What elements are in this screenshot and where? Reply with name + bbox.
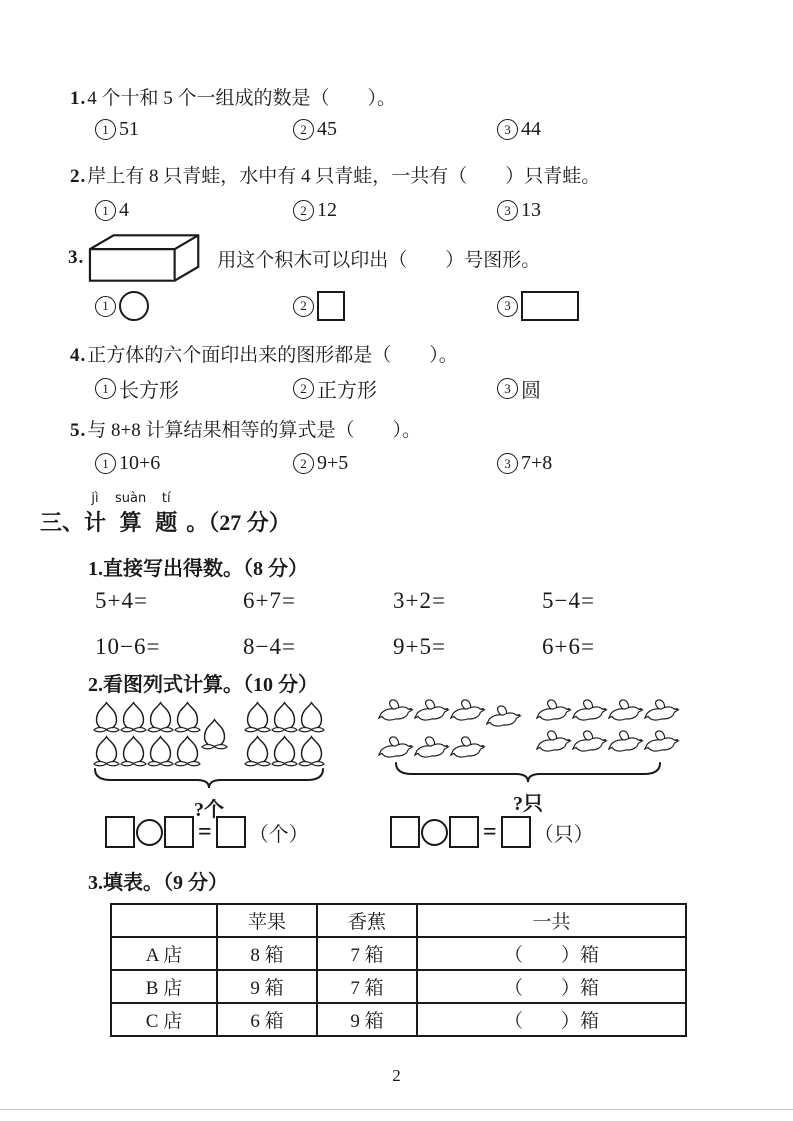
table-header-cell: 苹果 bbox=[217, 904, 317, 937]
underbrace bbox=[93, 768, 325, 788]
cuboid-block-icon bbox=[87, 232, 215, 284]
question-4-text: 正方体的六个面印出来的图形都是（ ）。 bbox=[87, 345, 458, 366]
unit-label: （只） bbox=[533, 823, 594, 846]
dove-icon bbox=[608, 698, 644, 725]
question-1 bbox=[70, 83, 396, 110]
dove-icon bbox=[378, 698, 414, 725]
table-header-row bbox=[111, 904, 686, 937]
table-cell-total: （ ）箱 bbox=[417, 937, 686, 970]
dove-icon bbox=[414, 735, 450, 762]
option-text: 长方形 bbox=[119, 380, 179, 402]
question-4-options bbox=[95, 374, 541, 403]
option-text: 7+8 bbox=[521, 452, 553, 474]
expression: 8−4= bbox=[243, 634, 296, 659]
dove-icon bbox=[572, 729, 608, 756]
peach-icon bbox=[271, 734, 298, 768]
question-5-number: 5. bbox=[70, 420, 87, 441]
subquestion-3-title: 3.填表。（9 分） bbox=[88, 872, 228, 894]
option bbox=[95, 118, 293, 141]
question-4-number: 4. bbox=[70, 345, 87, 366]
peach-icon bbox=[244, 700, 271, 734]
circled-number-icon: 3 bbox=[497, 119, 518, 140]
answer-box bbox=[216, 816, 246, 848]
answer-box bbox=[164, 816, 194, 848]
option-text: 13 bbox=[521, 199, 541, 221]
dove-icon bbox=[644, 698, 680, 725]
dove-icon bbox=[450, 735, 486, 762]
peach-icon bbox=[201, 717, 228, 751]
option-text: 44 bbox=[521, 118, 541, 140]
option-text: 正方形 bbox=[317, 380, 377, 402]
option-text: 9+5 bbox=[317, 452, 349, 474]
question-3-text: 用这个积木可以印出（ ）号图形。 bbox=[217, 249, 541, 271]
option bbox=[293, 374, 497, 403]
table-row bbox=[111, 970, 686, 1003]
option bbox=[293, 452, 497, 475]
question-1-text: 4 个十和 5 个一组成的数是（ ）。 bbox=[87, 88, 397, 109]
option bbox=[497, 199, 541, 222]
table-cell-total: （ ）箱 bbox=[417, 1003, 686, 1036]
expression-grid bbox=[95, 588, 595, 660]
peach-icon bbox=[271, 700, 298, 734]
table-cell-bananas: 7 箱 bbox=[317, 937, 417, 970]
option-text: 45 bbox=[317, 118, 337, 140]
question-1-options bbox=[95, 118, 541, 141]
option-text: 4 bbox=[119, 199, 129, 221]
question-2-text: 岸上有 8 只青蛙，水中有 4 只青蛙，一共有（ ）只青蛙。 bbox=[87, 166, 601, 187]
question-4 bbox=[70, 340, 458, 367]
equation-template-right bbox=[390, 816, 594, 848]
question-count-label: ?只 bbox=[513, 793, 543, 815]
expression: 6+6= bbox=[542, 634, 595, 659]
peach-rows bbox=[93, 700, 343, 768]
option bbox=[497, 291, 579, 321]
square-shape bbox=[317, 291, 345, 321]
peach-icon bbox=[298, 734, 325, 768]
circled-number-icon: 1 bbox=[95, 296, 116, 317]
circled-number-icon: 1 bbox=[95, 119, 116, 140]
peach-icon bbox=[174, 734, 201, 768]
section-suffix: 。（27 分） bbox=[186, 510, 291, 535]
table-cell-store: B 店 bbox=[111, 970, 217, 1003]
answer-box bbox=[105, 816, 135, 848]
expression: 9+5= bbox=[393, 634, 446, 659]
dove-icon bbox=[486, 704, 522, 731]
circled-number-icon: 1 bbox=[95, 453, 116, 474]
peach-icon bbox=[120, 734, 147, 768]
expression: 6+7= bbox=[243, 588, 296, 613]
table-cell-bananas: 7 箱 bbox=[317, 970, 417, 1003]
dove-icon bbox=[536, 698, 572, 725]
peach-cluster-right bbox=[244, 700, 325, 768]
section-prefix: 三、 bbox=[40, 510, 85, 535]
peach-icon bbox=[93, 700, 120, 734]
dove-picture-group bbox=[378, 698, 678, 816]
peach-icon bbox=[174, 700, 201, 734]
option-text: 51 bbox=[119, 118, 139, 140]
circled-number-icon: 1 bbox=[95, 200, 116, 221]
subquestion-2-title: 2.看图列式计算。（10 分） bbox=[88, 674, 318, 696]
pinyin-label: suàn bbox=[115, 491, 147, 506]
question-2 bbox=[70, 161, 600, 188]
table-row bbox=[111, 937, 686, 970]
expression: 5−4= bbox=[542, 588, 595, 613]
operator-circle bbox=[421, 819, 448, 846]
question-3-options bbox=[95, 291, 579, 321]
option bbox=[293, 291, 497, 321]
option bbox=[95, 374, 293, 403]
option bbox=[497, 374, 541, 403]
question-count-label: ?个 bbox=[194, 799, 224, 821]
question-3-number: 3. bbox=[68, 247, 85, 268]
circled-number-icon: 3 bbox=[497, 378, 518, 399]
dove-cluster-right bbox=[536, 698, 680, 756]
question-5 bbox=[70, 415, 421, 442]
equals-sign: = bbox=[483, 818, 497, 845]
question-2-options bbox=[95, 199, 541, 222]
peach-icon bbox=[120, 700, 147, 734]
answer-box bbox=[390, 816, 420, 848]
equals-sign: = bbox=[198, 818, 212, 845]
section-char: 计 bbox=[84, 510, 107, 535]
question-1-number: 1. bbox=[70, 88, 87, 109]
option bbox=[95, 291, 293, 321]
unit-label: （个） bbox=[248, 823, 309, 846]
table-row bbox=[111, 1003, 686, 1036]
table-cell-store: C 店 bbox=[111, 1003, 217, 1036]
dove-icon bbox=[378, 735, 414, 762]
expression: 3+2= bbox=[393, 588, 446, 613]
peach-picture-group bbox=[93, 700, 343, 822]
underbrace bbox=[394, 762, 662, 782]
peach-cluster-left bbox=[93, 700, 201, 768]
peach-icon bbox=[147, 734, 174, 768]
circled-number-icon: 2 bbox=[293, 453, 314, 474]
option bbox=[497, 452, 552, 475]
option bbox=[95, 199, 293, 222]
peach-icon bbox=[244, 734, 271, 768]
fill-table bbox=[110, 903, 687, 1037]
option-text: 圆 bbox=[521, 380, 541, 402]
section-word bbox=[84, 492, 106, 537]
pinyin-label: tí bbox=[161, 491, 171, 506]
equation-template-left bbox=[105, 816, 309, 848]
subquestion-1-title: 1.直接写出得数。（8 分） bbox=[88, 558, 308, 580]
answer-box bbox=[501, 816, 531, 848]
option bbox=[293, 199, 497, 222]
table-header-cell: 一共 bbox=[417, 904, 686, 937]
dove-rows bbox=[378, 698, 678, 762]
table-cell-apples: 9 箱 bbox=[217, 970, 317, 1003]
option bbox=[293, 118, 497, 141]
question-3 bbox=[68, 232, 540, 284]
dove-icon bbox=[608, 729, 644, 756]
circled-number-icon: 3 bbox=[497, 453, 518, 474]
dove-icon bbox=[414, 698, 450, 725]
question-5-options bbox=[95, 452, 552, 475]
circled-number-icon: 1 bbox=[95, 378, 116, 399]
peach-icon bbox=[147, 700, 174, 734]
page-bottom-rule bbox=[0, 1109, 793, 1110]
page-number: 2 bbox=[392, 1066, 401, 1085]
section-char: 算 bbox=[119, 510, 142, 535]
option-text: 10+6 bbox=[119, 452, 161, 474]
section-word bbox=[115, 492, 146, 537]
dove-cluster-left bbox=[378, 698, 522, 762]
peach-icon bbox=[93, 734, 120, 768]
circled-number-icon: 2 bbox=[293, 378, 314, 399]
peach-icon bbox=[298, 700, 325, 734]
dove-icon bbox=[572, 698, 608, 725]
circled-number-icon: 2 bbox=[293, 119, 314, 140]
table-cell-store: A 店 bbox=[111, 937, 217, 970]
pinyin-label: jì bbox=[91, 491, 99, 506]
expression: 10−6= bbox=[95, 634, 161, 659]
operator-circle bbox=[136, 819, 163, 846]
circled-number-icon: 2 bbox=[293, 296, 314, 317]
rectangle-shape bbox=[521, 291, 579, 321]
table-cell-apples: 8 箱 bbox=[217, 937, 317, 970]
option bbox=[497, 118, 541, 141]
dove-icon bbox=[536, 729, 572, 756]
table-header-cell: 香蕉 bbox=[317, 904, 417, 937]
option-text: 12 bbox=[317, 199, 337, 221]
circled-number-icon: 3 bbox=[497, 296, 518, 317]
option bbox=[95, 452, 293, 475]
table-cell-total: （ ）箱 bbox=[417, 970, 686, 1003]
expression: 5+4= bbox=[95, 588, 148, 613]
circle-shape bbox=[119, 291, 149, 321]
circled-number-icon: 2 bbox=[293, 200, 314, 221]
question-2-number: 2. bbox=[70, 166, 87, 187]
dove-icon bbox=[644, 729, 680, 756]
circled-number-icon: 3 bbox=[497, 200, 518, 221]
section-char: 题 bbox=[155, 510, 178, 535]
section-word bbox=[155, 492, 177, 537]
answer-box bbox=[449, 816, 479, 848]
dove-icon bbox=[450, 698, 486, 725]
table-cell-bananas: 9 箱 bbox=[317, 1003, 417, 1036]
table-cell-apples: 6 箱 bbox=[217, 1003, 317, 1036]
table-header-cell bbox=[111, 904, 217, 937]
section-3-header bbox=[40, 492, 291, 537]
question-5-text: 与 8+8 计算结果相等的算式是（ ）。 bbox=[87, 420, 421, 441]
